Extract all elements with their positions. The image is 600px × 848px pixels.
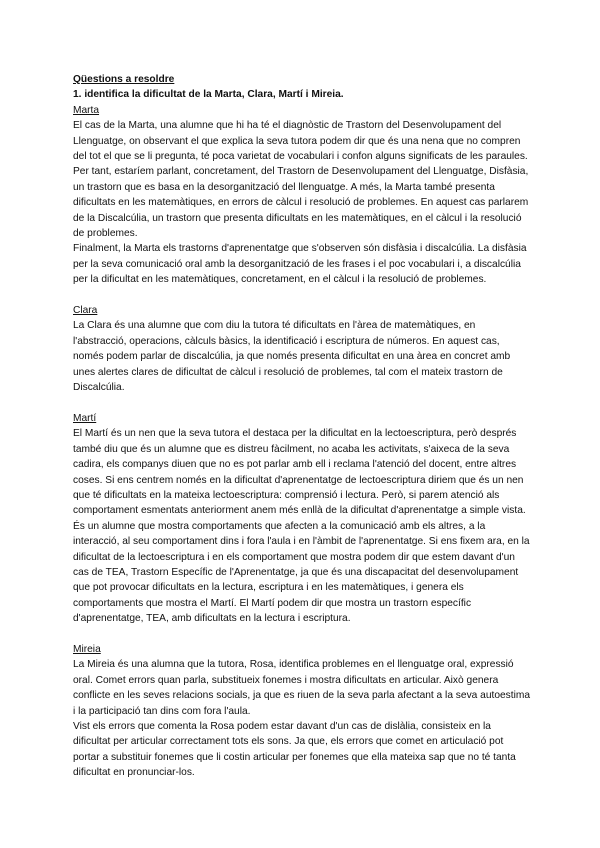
section-heading-clara: Clara — [73, 305, 98, 317]
paragraph: Finalment, la Marta els trastorns d'aprenentatge que s'observen són disfàsia i discalcúlia. La disfàsia per la seva comunicació oral amb la desorganització de les frases i el poc vocabulari i, a discalcúlia per la dificultat en les matemàtiques, concretament, en el càlcul i la resolució de problemes. — [73, 243, 527, 286]
section-marta — [73, 103, 531, 288]
paragraph: La Mireia és una alumna que la tutora, Rosa, identifica problemes en el llenguatge oral, expressió oral. Comet errors quan parla, substitueix fonemes i mostra dificultats en articular. Això genera conflicte en les seves relacions socials, ja que es riuen de la seva parla afectant a la seva autoestima i la participació tan dins com fora l'aula. — [73, 659, 530, 717]
section-mireia — [73, 642, 531, 781]
section-marti — [73, 411, 531, 627]
section-heading-marti: Martí — [73, 412, 97, 424]
paragraph: La Clara és una alumne que com diu la tutora té dificultats en l'àrea de matemàtiques, en l'abstracció, operacions, càlculs bàsics, la identificació i escriptura de números. En aquest cas, només podem parlar de discalcúlia, ja que només presenta dificultat en una àrea en concret amb unes alertes clares de dificultat de càlcul i resolució de problemes, tal com el mateix trastorn de Discalcúlia. — [73, 320, 511, 394]
document-body — [73, 72, 531, 796]
question-heading: 1. identifica la dificultat de la Marta, Clara, Martí i Mireia. — [73, 89, 344, 101]
paragraph: Vist els errors que comenta la Rosa podem estar davant d'un cas de dislàlia, consisteix en la dificultat per articular correctament tots els sons. Ja que, els errors que comet en articulació pot portar a substituir fonemes que li costin articular per fonemes que ella mateixa sap que no té tanta dificultat en pronunciar-los. — [73, 721, 516, 779]
section-heading-mireia: Mireia — [73, 643, 101, 655]
paragraph: El Martí és un nen que la seva tutora el destaca per la dificultat en la lectoescriptura, però després també diu que és un alumne que es distreu fàcilment, no acaba les activitats, s'aixeca de la seva cadira, els companys diuen que no es pot parlar amb ell i reclama l'atenció del docent, entre altres coses. Si ens centrem només en la dificultat d'aprenentatge de lectoescriptura diriem que és un nen que té dificultats en la mateixa lectoescriptura: comprensió i lectura. Però, si parem atenció als comportament esmentats anteriorment anem més enllà de la dificultat d'aprenentatge a simple vista. És un alumne que mostra comportaments que afecten a la comunicació amb els altres, a la interacció, al seu comportament dins i fora l'aula i en l'àmbit de l'aprenentatge. Si ens fixem ara, en la dificultat de la lectoescriptura i en els comportament que mostra podem dir que estem davant d'un cas de TEA, Trastorn Específic de l'Aprenentatge, ja que és una discapacitat del desenvolupament que pot provocar dificultats en la lectura, escriptura i en les matemàtiques, i genera els comportaments que mostra el Martí. El Martí podem dir que mostra un trastorn específic d'aprenentatge, TEA, amb dificultats en la lectura i escriptura. — [73, 428, 530, 625]
document-title: Qüestions a resoldre — [73, 74, 175, 85]
section-clara — [73, 303, 531, 395]
paragraph: El cas de la Marta, una alumne que hi ha té el diagnòstic de Trastorn del Desenvolupament del Llenguatge, on observant el que explica la seva tutora podem dir que és una nena que no compren del tot el que se li pregunta, té poca varietat de vocabulari i confon alguns significats de les paraules. Per tant, estaríem parlant, concretament, del Trastorn de Desenvolupament del Llenguatge, Disfàsia, un trastorn que es basa en la desorganització del llenguatge. A més, la Marta també presenta dificultats en les matemàtiques, en errors de càlcul i resolució de problemes. En aquest cas parlarem de la Discalcúlia, un trastorn que presenta dificultats en les matemàtiques, en el càlcul i la resolució de problemes. — [73, 120, 529, 240]
section-heading-marta: Marta — [73, 104, 100, 116]
